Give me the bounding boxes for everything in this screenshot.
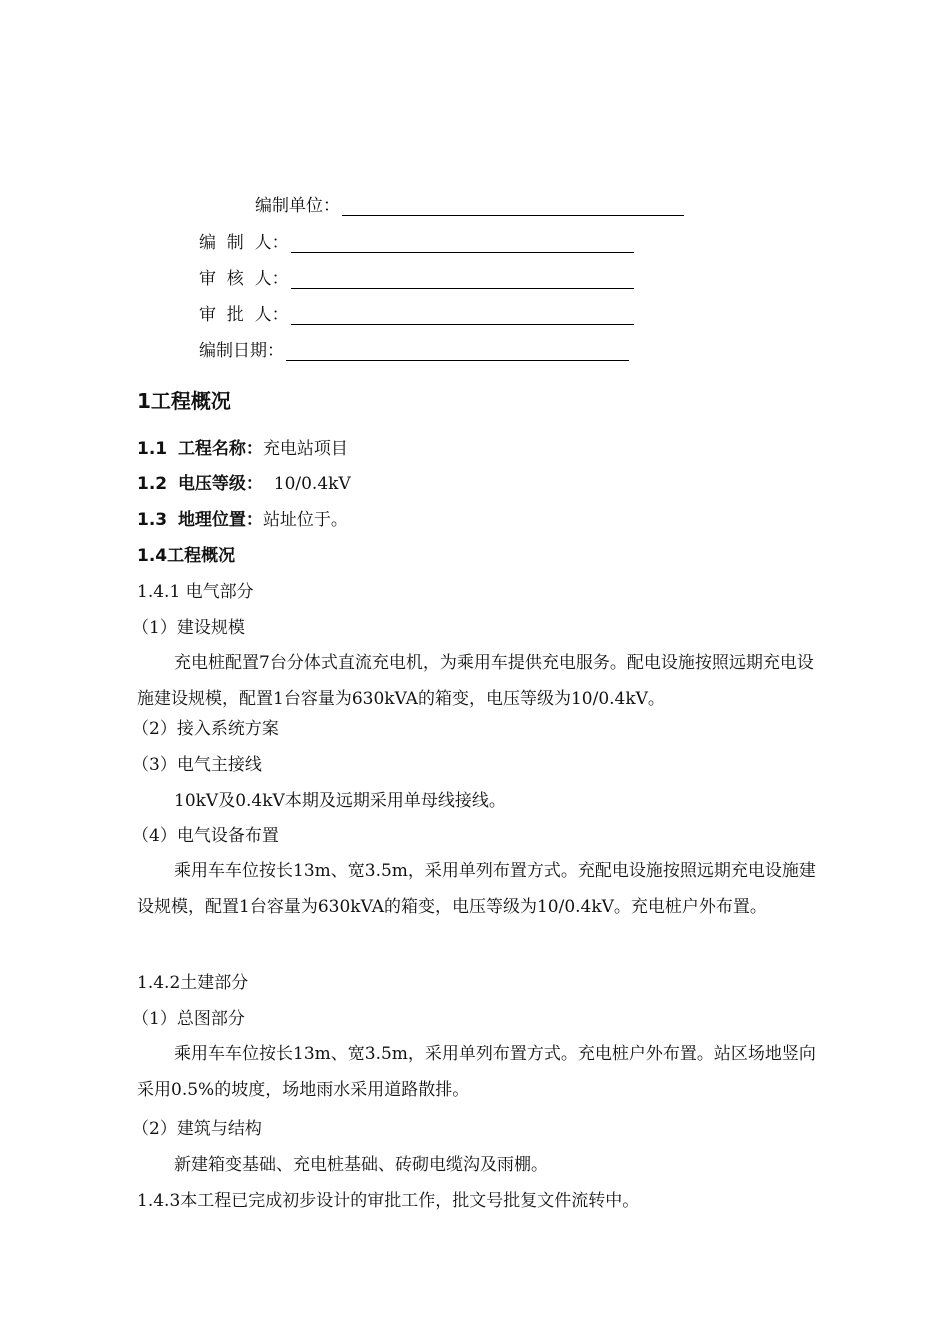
form-date-label: 编制日期： (199, 341, 284, 361)
item-1-3-value: 站址位于。 (262, 510, 348, 530)
electrical-item-4-text: 乘用车车位按长13m、宽3.5m，采用单列布置方式。充配电设施按照远期充电设施建设规模，配置1台容量为630kVA的箱变，电压等级为10/0.4kV。充电桩户外布置。 (137, 861, 816, 917)
form-unit-line[interactable] (342, 195, 684, 216)
form-reviewer-row (199, 263, 634, 289)
civil-item-2-text: 新建箱变基础、充电桩基础、砖砌电缆沟及雨棚。 (174, 1155, 548, 1175)
item-1-3 (137, 508, 348, 532)
civil-item-1-title: （1）总图部分 (132, 1009, 245, 1029)
item-1-1-num: 1.1 (137, 439, 168, 459)
form-approver-row (199, 299, 634, 325)
item-1-3-num: 1.3 (137, 510, 168, 530)
form-date-line[interactable] (286, 340, 629, 361)
form-reviewer-label: 审 核 人： (199, 269, 289, 289)
form-author-label: 编 制 人： (199, 233, 289, 253)
electrical-item-1-title: （1）建设规模 (132, 618, 245, 638)
form-author-row (199, 227, 634, 253)
item-1-3-label: 地理位置： (177, 510, 263, 530)
civil-item-2-title: （2）建筑与结构 (132, 1119, 262, 1139)
form-unit-row (255, 190, 684, 216)
item-1-1 (137, 437, 348, 461)
item-1-2 (137, 472, 351, 496)
item-1-1-value: 充电站项目 (262, 439, 348, 459)
form-unit-label: 编制单位： (255, 196, 340, 216)
electrical-item-1-text: 充电桩配置7台分体式直流充电机，为乘用车提供充电服务。配电设施按照远期充电设施建设规模，配置1台容量为630kVA的箱变，电压等级为10/0.4kV。 (137, 653, 814, 709)
electrical-item-4-title: （4）电气设备布置 (132, 826, 279, 846)
electrical-item-3-text: 10kV及0.4kV本期及远期采用单母线接线。 (174, 791, 506, 811)
form-author-line[interactable] (291, 232, 634, 253)
item-1-2-label: 电压等级： (177, 474, 263, 494)
item-1-4-1-title: 1.4.1 电气部分 (137, 582, 254, 602)
electrical-item-2-title: （2）接入系统方案 (132, 719, 279, 739)
item-1-2-value: 10/0.4kV (273, 474, 351, 494)
section-title: 1工程概况 (137, 389, 231, 413)
item-1-4-3-text: 1.4.3本工程已完成初步设计的审批工作，批文号批复文件流转中。 (137, 1191, 640, 1211)
item-1-1-label: 工程名称： (177, 439, 263, 459)
form-date-row (199, 335, 629, 361)
form-reviewer-line[interactable] (291, 268, 634, 289)
electrical-item-3-title: （3）电气主接线 (132, 755, 262, 775)
item-1-4-2-title: 1.4.2土建部分 (137, 973, 249, 993)
civil-item-1-text: 乘用车车位按长13m、宽3.5m，采用单列布置方式。充电桩户外布置。站区场地竖向采用0.5%的坡度，场地雨水采用道路散排。 (137, 1044, 816, 1100)
form-approver-line[interactable] (291, 304, 634, 325)
item-1-2-num: 1.2 (137, 474, 168, 494)
item-1-4-title: 1.4工程概况 (137, 546, 236, 566)
form-approver-label: 审 批 人： (199, 305, 289, 325)
